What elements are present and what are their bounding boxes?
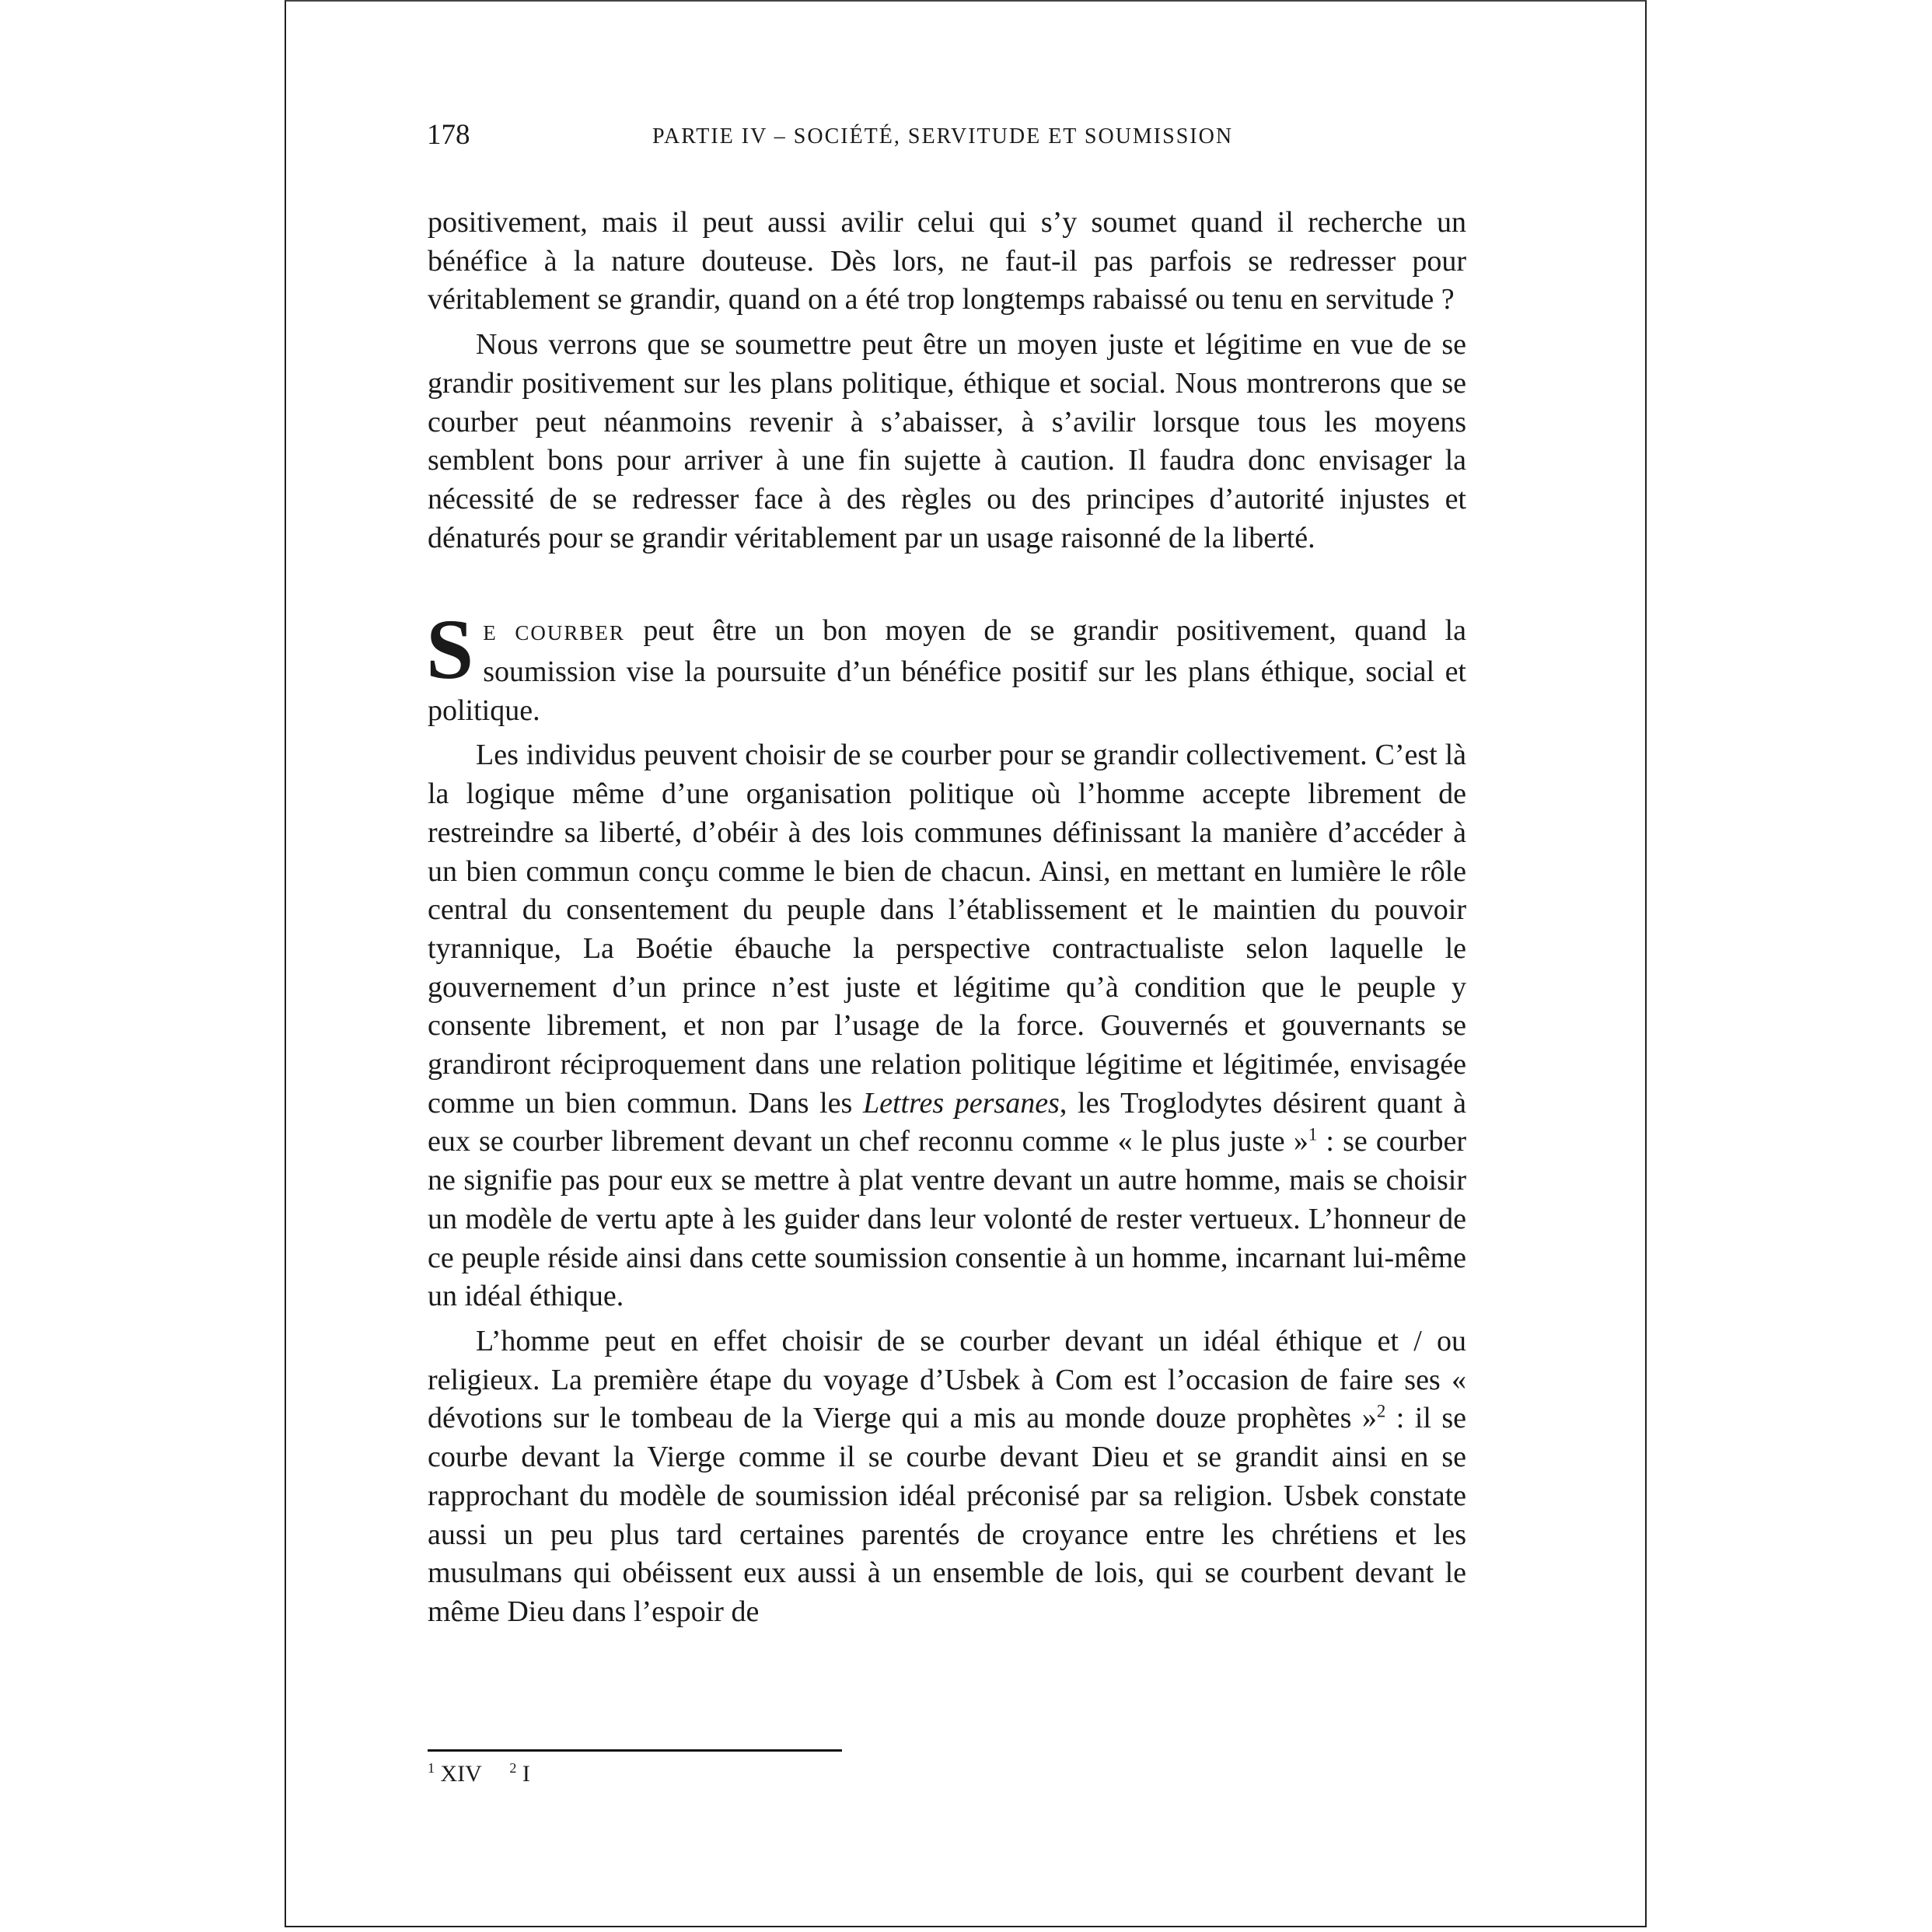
paragraph-3 xyxy=(426,602,1466,730)
footnote-ref-2[interactable]: 2 xyxy=(1376,1401,1386,1421)
footnote-1 xyxy=(428,1761,482,1787)
paragraph-4 xyxy=(428,736,1466,1316)
footnote-text-1: XIV xyxy=(440,1761,482,1787)
paragraph-1: positivement, mais il peut aussi avilir celui qui s’y soumet quand il recherche un bénéfice à la nature douteuse. Dès lors, ne faut-il pas parfois se redresser pour véritablement se grandir, quand on a été trop longtemps rabaissé ou tenu en servitude ? xyxy=(428,206,1466,316)
paragraph-4-part-b: , les Troglodytes désirent quant à eux se courber librement devant un chef reconnu comme « le plus juste » xyxy=(428,1086,1467,1158)
paragraph-4-part-a: Les individus peuvent choisir de se courber pour se grandir collectivement. C’est là la logique même d’une organisation politique où l’homme accepte librement de restreindre sa liberté, d’obéir à des lois communes définissant la manière d’accéder à un bien commun conçu comme le bien de chacun. Ainsi, en mettant en lumière le rôle central du consentement du peuple dans l’établissement et le maintien du pouvoir tyrannique, La Boétie ébauche la perspective contractualiste selon laquelle le gouvernement d’un prince n’est juste et légitime qu’à condition que le peuple y consente librement, et non par l’usage de la force. Gouvernés et gouvernants se grandiront réciproquement dans une relation politique légitime et légitimée, envisagée comme un bien commun. Dans les xyxy=(428,739,1466,1120)
small-caps-lead: E COURBER xyxy=(483,621,625,645)
paragraph-5 xyxy=(428,1322,1466,1632)
paragraph-2: Nous verrons que se soumettre peut être un moyen juste et légitime en vue de se grandir positivement sur les plans politique, éthique et social. Nous montrerons que se courber peut néanmoins revenir à s’abaisser, à s’avilir lorsque tous les moyens semblent bons pour arriver à une fin sujette à caution. Il faudra donc envisager la nécessité de se redresser face à des règles ou des principes d’autorité injustes et dénaturés pour se grandir véritablement par un usage raisonné de la liberté. xyxy=(428,328,1466,554)
footnote-ref-1[interactable]: 1 xyxy=(1308,1124,1318,1144)
paragraph-3-text: peut être un bon moyen de se grandir positivement, quand la soumission vise la poursuite d’un bénéfice positif sur les plans éthique, social et politique. xyxy=(428,614,1466,727)
paragraph-4-part-c: : se courber ne signifie pas pour eux se mettre à plat ventre devant un autre homme, mais se choisir un modèle de vertu apte à les guider dans leur volonté de rester vertueux. L’honneur de ce peuple réside ainsi dans cette soumission consentie à un homme, incarnant lui-même un idéal éthique. xyxy=(428,1125,1466,1313)
drop-cap: S xyxy=(426,602,474,697)
footnote-marker-2: 2 xyxy=(509,1760,517,1776)
running-title: PARTIE IV – SOCIÉTÉ, SERVITUDE ET SOUMISSION xyxy=(652,124,1234,148)
text-block xyxy=(428,204,1466,1632)
paragraph-5-part-b: : il se courbe devant la Vierge comme il se courbe devant Dieu et se grandit ainsi en se rapprochant du modèle de soumission idéal préconisé par sa religion. Usbek constate aussi un peu plus tard certaines parentés de croyance entre les chrétiens et les musulmans qui obéissent eux aussi à un ensemble de lois, qui se courbent devant le même Dieu dans l’espoir de xyxy=(428,1402,1466,1628)
running-head xyxy=(427,117,1466,163)
footnote-text-2: I xyxy=(522,1761,530,1787)
footnote-marker-1: 1 xyxy=(428,1760,435,1776)
footnote-2 xyxy=(509,1761,530,1787)
page-number: 178 xyxy=(427,119,470,151)
footnote-rule xyxy=(428,1749,842,1752)
paragraph-5-part-a: L’homme peut en effet choisir de se courber devant un idéal éthique et / ou religieux. La première étape du voyage d’Usbek à Com est l’occasion de faire ses « dévotions sur le tombeau de la Vierge qui a mis au monde douze prophètes » xyxy=(428,1324,1466,1435)
footnotes xyxy=(428,1759,552,1790)
book-title-italic: Lettres persanes xyxy=(862,1086,1060,1120)
